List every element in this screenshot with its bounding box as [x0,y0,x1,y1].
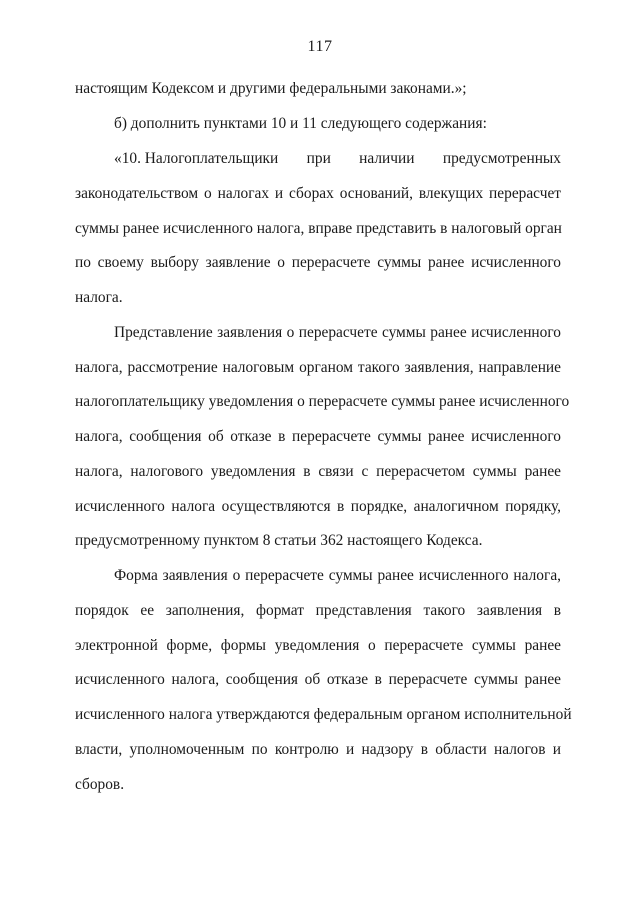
text-word: «10. Налогоплательщики [114,150,279,167]
text-line-16: порядок ее заполнения, формат представления такого заявления в [75,602,561,619]
text-line-12: налога, налогового уведомления в связи с перерасчетом суммы ранее [75,463,561,480]
text-line-6: по своему выбору заявление о перерасчете суммы ранее исчисленного [75,254,561,271]
text-line-5: суммы ранее исчисленного налога, вправе представить в налоговый орган [75,220,562,237]
text-line-2: б) дополнить пунктами 10 и 11 следующего содержания: [114,115,487,132]
text-line-9: налога, рассмотрение налоговым органом такого заявления, направление [75,359,561,376]
text-line-11: налога, сообщения об отказе в перерасчете суммы ранее исчисленного [75,428,561,445]
text-line-17: электронной форме, формы уведомления о перерасчете суммы ранее [75,637,561,654]
text-line-20: власти, уполномоченным по контролю и надзору в области налогов и [75,741,561,758]
text-line-10: налогоплательщику уведомления о перерасчете суммы ранее исчисленного [75,393,570,410]
text-line-21: сборов. [75,776,125,793]
text-line-3 [114,149,561,169]
page-number: 117 [307,38,333,55]
text-line-4: законодательством о налогах и сборах оснований, влекущих перерасчет [75,185,561,202]
text-word: наличии [359,150,415,167]
text-line-7: налога. [75,289,123,306]
text-line-8: Представление заявления о перерасчете суммы ранее исчисленного [114,324,561,341]
text-line-13: исчисленного налога осуществляются в порядке, аналогичном порядку, [75,498,561,515]
text-line-14: предусмотренному пунктом 8 статьи 362 настоящего Кодекса. [75,532,483,549]
text-line-18: исчисленного налога, сообщения об отказе в перерасчете суммы ранее [75,671,561,688]
text-line-1: настоящим Кодексом и другими федеральными законами.»; [75,80,467,97]
text-word: при [306,150,331,167]
text-line-19: исчисленного налога утверждаются федеральным органом исполнительной [75,706,572,723]
text-word: предусмотренных [442,150,561,167]
text-line-15: Форма заявления о перерасчете суммы ранее исчисленного налога, [114,567,561,584]
